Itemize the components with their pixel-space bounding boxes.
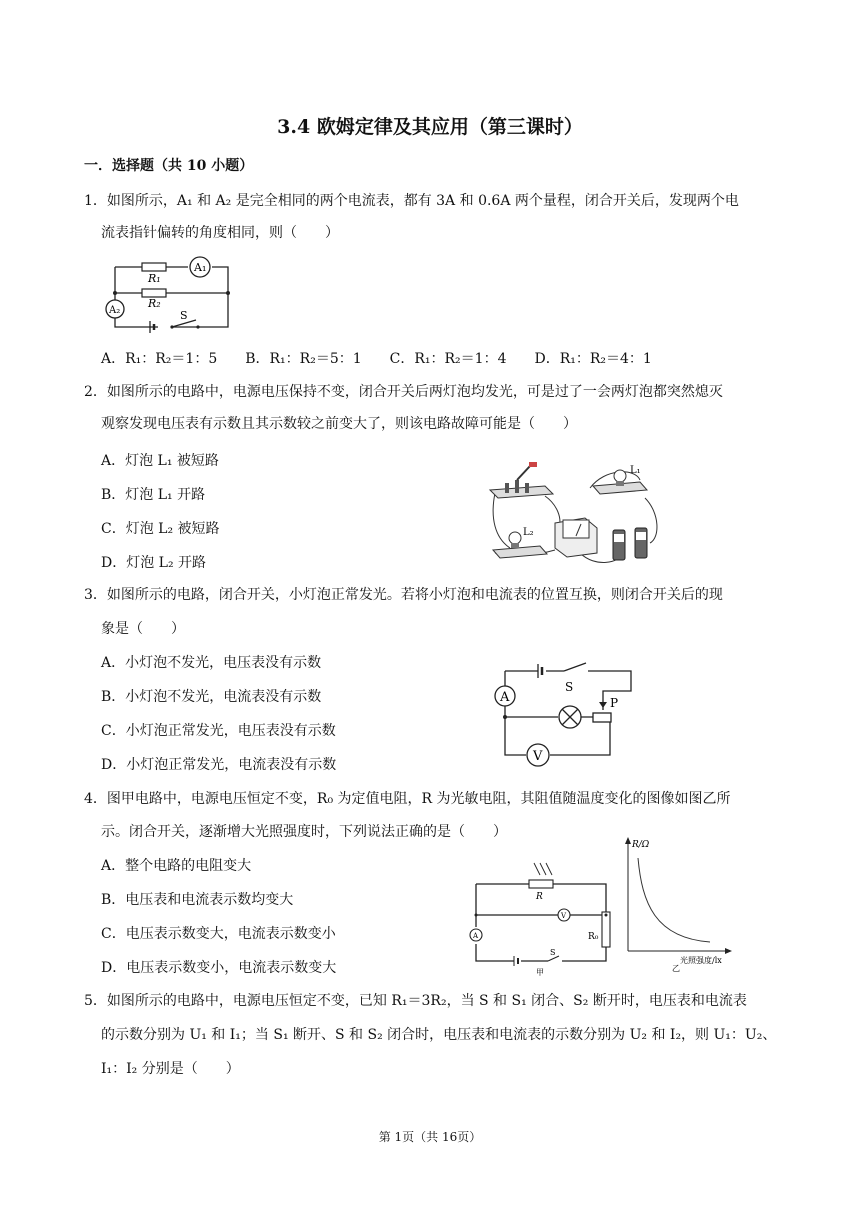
- fig2-l1-label: L₁: [630, 465, 641, 476]
- question-4-circuit-figure: [464, 855, 614, 977]
- fig4-graph-xlabel: 光照强度/lx: [680, 956, 722, 965]
- fig4-voltmeter-label: V: [561, 912, 567, 920]
- fig4-switch-label: S: [550, 948, 556, 957]
- question-4-text: 4．图甲电路中，电源电压恒定不变，R₀ 为定值电阻，R 为光敏电阻，其阻值随温度变化的图像如图乙所: [84, 791, 731, 807]
- fig4-r-label: R: [536, 892, 543, 902]
- question-3-circuit-figure: [488, 660, 638, 768]
- fig3-voltmeter-label: V: [533, 749, 543, 764]
- question-2-text: 2．如图所示的电路中，电源电压保持不变，闭合开关后两灯泡均发光，可是过了一会两灯泡都突然熄灭: [84, 384, 723, 400]
- fig3-switch-label: S: [565, 680, 574, 694]
- question-2-text-cont: 观察发现电压表有示数且其示数较之前变大了，则该电路故障可能是（ ）: [101, 416, 577, 432]
- question-1-circuit-figure: [100, 255, 235, 335]
- fig4-graph-ylabel: R/Ω: [632, 840, 650, 850]
- question-4-graph-figure: [620, 833, 735, 973]
- question-3-option-b: B．小灯泡不发光，电流表没有示数: [101, 689, 322, 705]
- question-3-option-c: C．小灯泡正常发光，电压表没有示数: [101, 723, 336, 739]
- question-4-option-d: D．电压表示数变小，电流表示数变大: [101, 960, 337, 976]
- question-3-option-a: A．小灯泡不发光，电压表没有示数: [101, 655, 322, 671]
- question-5-text-cont: 的示数分别为 U₁ 和 I₁；当 S₁ 断开、S 和 S₂ 闭合时，电压表和电流表的示数分别为 U₂ 和 I₂，则 U₁：U₂、: [101, 1027, 777, 1043]
- question-3-text-cont: 象是（ ）: [101, 621, 185, 637]
- question-4-option-b: B．电压表和电流表示数均变大: [101, 892, 294, 908]
- fig4-caption-yi: 乙: [672, 964, 680, 973]
- question-4-option-a: A．整个电路的电阻变大: [101, 858, 252, 874]
- fig4-ammeter-label: A: [473, 932, 479, 940]
- question-2-option-a: A．灯泡 L₁ 被短路: [101, 453, 219, 469]
- question-5-text-cont2: I₁：I₂ 分别是（ ）: [101, 1061, 240, 1077]
- page-footer: 第 1页（共 16页）: [378, 1130, 482, 1144]
- fig4-caption-jia: 甲: [536, 968, 544, 977]
- question-3-text: 3．如图所示的电路，闭合开关，小灯泡正常发光。若将小灯泡和电流表的位置互换，则闭合开关后的现: [84, 587, 723, 603]
- section-heading: 一．选择题（共 10 小题）: [84, 158, 254, 174]
- question-4-text-cont: 示。闭合开关，逐渐增大光照强度时，下列说法正确的是（ ）: [101, 824, 507, 840]
- page-title: 3.4 欧姆定律及其应用（第三课时）: [277, 116, 583, 138]
- fig1-r1-label: R₁: [148, 272, 161, 285]
- fig4-r0-label: R₀: [588, 932, 599, 942]
- question-5-text: 5．如图所示的电路中，电源电压恒定不变，已知 R₁＝3R₂，当 S 和 S₁ 闭合、S₂ 断开时，电压表和电流表: [84, 993, 747, 1009]
- question-3-option-d: D．小灯泡正常发光，电流表没有示数: [101, 757, 337, 773]
- question-1-text-cont: 流表指针偏转的角度相同，则（ ）: [101, 225, 339, 241]
- question-2-option-d: D．灯泡 L₂ 开路: [101, 555, 207, 571]
- question-1-text: 1．如图所示，A₁ 和 A₂ 是完全相同的两个电流表，都有 3A 和 0.6A 两个量程，闭合开关后，发现两个电: [84, 193, 739, 209]
- fig1-a1-label: A₁: [194, 261, 207, 274]
- question-1-options: A．R₁：R₂＝1：5 B．R₁：R₂＝5：1 C．R₁：R₂＝1：4 D．R₁：R₂＝4：1: [101, 351, 652, 367]
- question-2-option-b: B．灯泡 L₁ 开路: [101, 487, 206, 503]
- fig1-switch-label: S: [180, 309, 188, 322]
- question-2-circuit-photo-figure: [485, 458, 665, 573]
- fig3-slider-label: P: [610, 696, 619, 710]
- fig1-a2-label: A₂: [109, 305, 121, 316]
- question-2-option-c: C．灯泡 L₂ 被短路: [101, 521, 220, 537]
- question-4-option-c: C．电压表示数变大，电流表示数变小: [101, 926, 336, 942]
- fig3-ammeter-label: A: [500, 690, 510, 705]
- fig2-l2-label: L₂: [523, 527, 534, 538]
- fig1-r2-label: R₂: [148, 297, 161, 310]
